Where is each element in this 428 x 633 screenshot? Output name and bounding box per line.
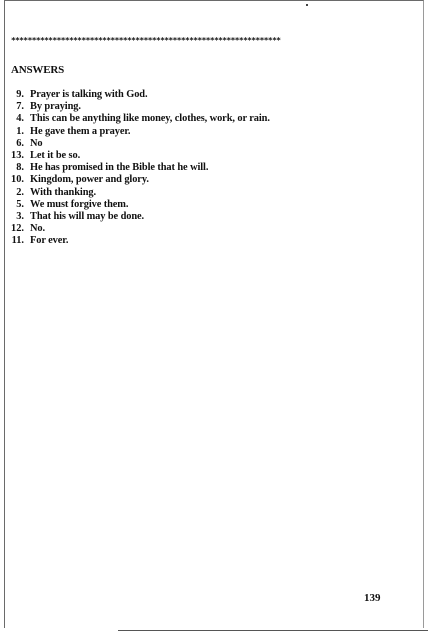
- scan-speck: [306, 4, 308, 6]
- answer-number: 5.: [16, 198, 24, 210]
- answer-item: [0, 89, 270, 101]
- star-divider: *****************************************************************: [11, 36, 281, 45]
- answer-item: [0, 235, 270, 247]
- answer-text: For ever.: [30, 235, 69, 247]
- answer-item: [0, 113, 270, 125]
- answer-number: 1.: [16, 125, 24, 137]
- answer-item: [0, 101, 270, 113]
- answer-text: That his will may be done.: [30, 210, 145, 222]
- answer-text: By praying.: [30, 101, 81, 113]
- page-number: 139: [364, 592, 381, 604]
- answer-text: With thanking.: [30, 186, 96, 198]
- answer-text: He gave them a prayer.: [30, 125, 131, 137]
- answer-text: This can be anything like money, clothes, work, or rain.: [30, 113, 270, 125]
- answer-item: [0, 223, 270, 235]
- bottom-edge-line: [118, 630, 428, 631]
- answer-text: Let it be so.: [30, 149, 81, 161]
- answer-text: No.: [30, 223, 45, 235]
- answers-list: [0, 89, 270, 247]
- answer-item: [0, 174, 270, 186]
- answer-number: 4.: [16, 113, 24, 125]
- answer-item: [0, 138, 270, 150]
- answer-text: We must forgive them.: [30, 198, 129, 210]
- answers-heading: ANSWERS: [11, 64, 65, 76]
- answer-item: [0, 187, 270, 199]
- answer-item: [0, 211, 270, 223]
- answer-number: 10.: [11, 174, 24, 186]
- answer-number: 8.: [16, 162, 24, 174]
- answer-text: No: [30, 137, 43, 149]
- answer-number: 9.: [16, 89, 24, 100]
- answer-number: 7.: [16, 101, 24, 113]
- answer-text: Kingdom, power and glory.: [30, 174, 149, 186]
- answer-item: [0, 126, 270, 138]
- answer-item: [0, 162, 270, 174]
- answer-number: 3.: [16, 210, 24, 222]
- answer-number: 12.: [11, 223, 24, 235]
- answer-number: 6.: [16, 137, 24, 149]
- answer-item: [0, 150, 270, 162]
- answer-text: Prayer is talking with God.: [30, 89, 148, 100]
- answer-number: 11.: [11, 235, 24, 247]
- answer-item: [0, 199, 270, 211]
- answer-text: He has promised in the Bible that he will.: [30, 162, 209, 174]
- answer-number: 13.: [11, 149, 24, 161]
- answer-number: 2.: [16, 186, 24, 198]
